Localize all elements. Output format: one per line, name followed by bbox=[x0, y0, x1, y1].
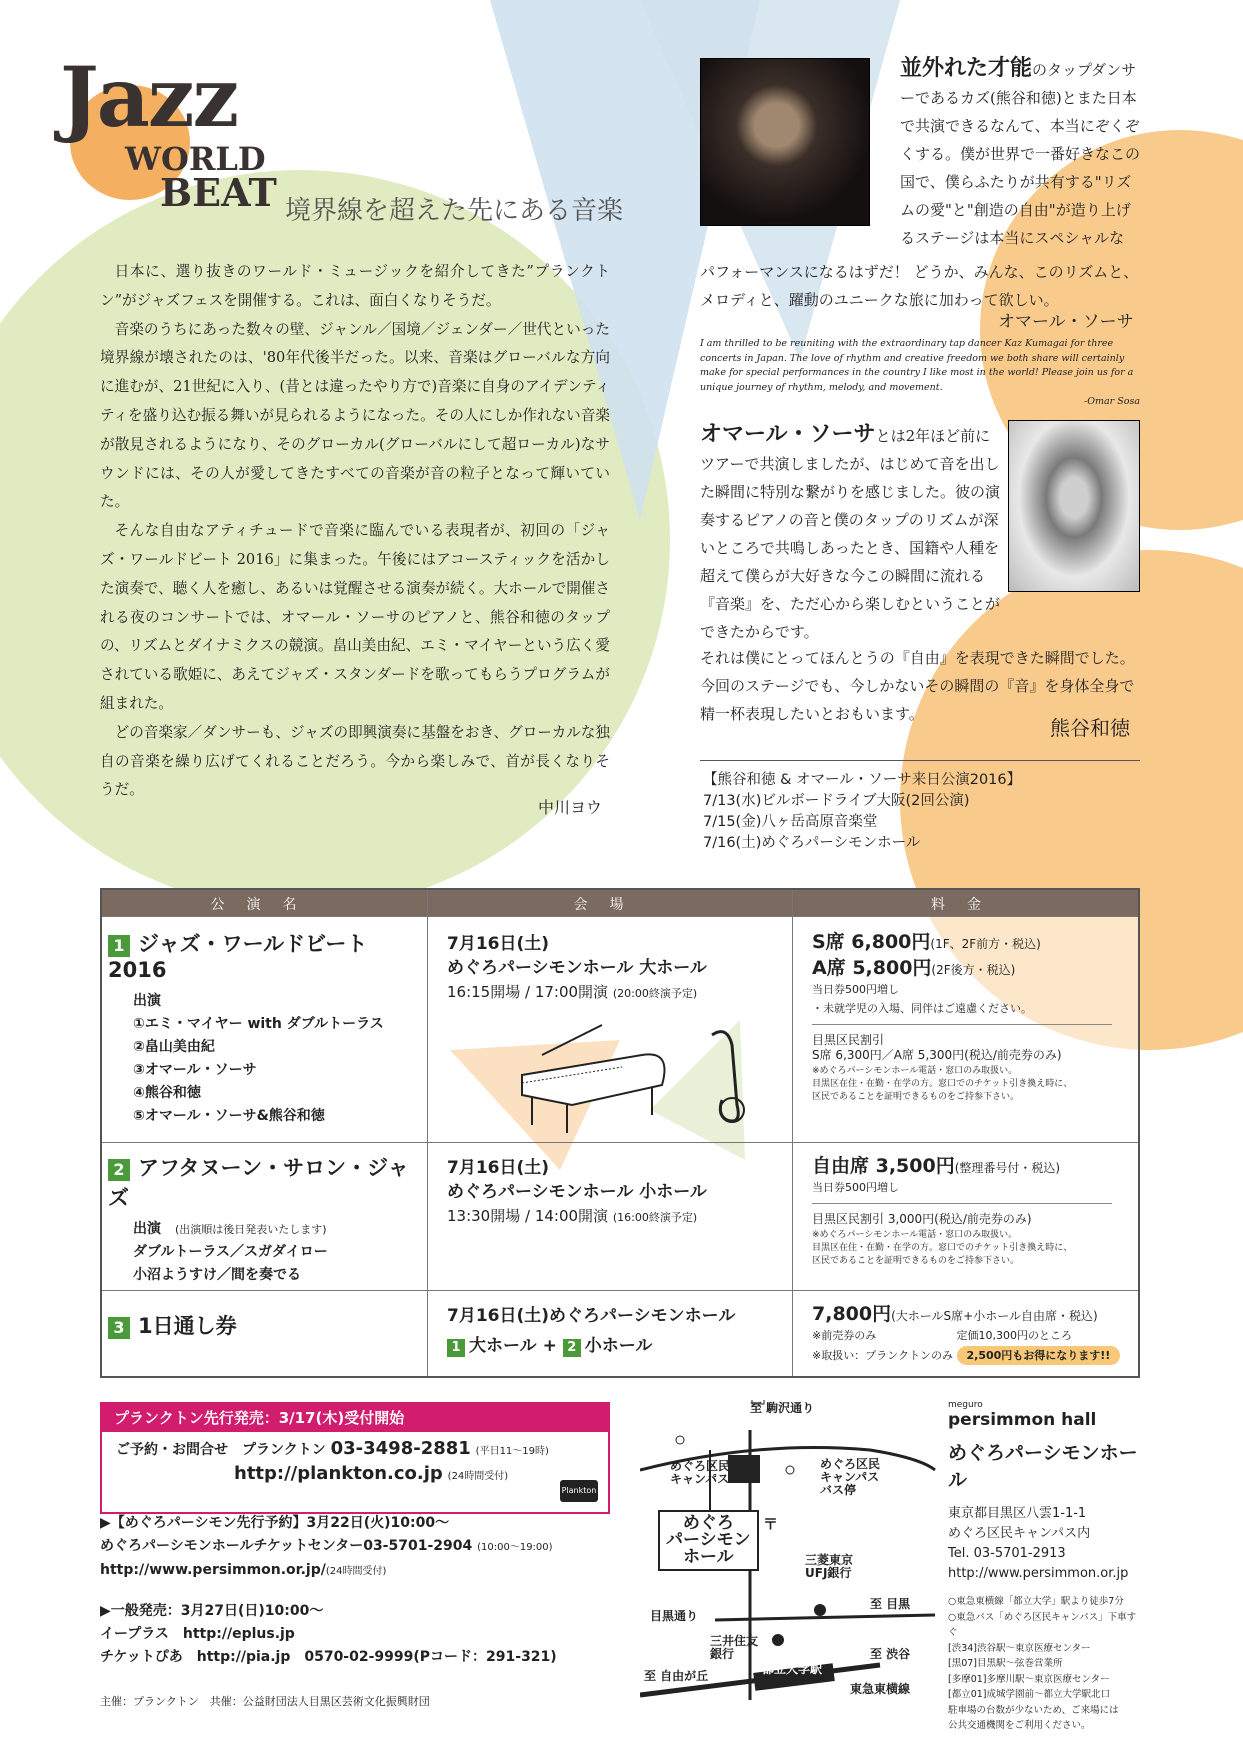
general-sale-info: ▶一般発売：3月27日(日)10:00〜 イープラス http://eplus.jp チケットぴあ http://pia.jp 0570-02-9999(Pコード：291-321) bbox=[100, 1600, 557, 1669]
quote-omar-signature: オマール・ソーサ bbox=[998, 312, 1134, 332]
presale-box: プランクトン先行発売：3/17(木)受付開始 ご予約・お問合せ プランクトン 03-3498-2881 (平日11〜19時) http://plankton.co.jp (24時間受付) Plankton bbox=[100, 1402, 610, 1514]
intro-article bbox=[100, 258, 610, 805]
quote-kaz: オマール・ソーサとは2年ほど前にツアーで共演しましたが、はじめて音を出した瞬間に特別な繋がりを感じました。彼の演奏するピアノの音と僕のタップのリズムが深いところで共鳴しあったとき、国籍や人種を超えて僕らが大好きな今この瞬間に流れる『音楽』を、ただ心から楽しむということができたからです。 bbox=[700, 421, 1001, 641]
table-row-3-event: 3 1日通し券 bbox=[108, 1310, 423, 1340]
schedule-table bbox=[100, 888, 1140, 1378]
discount-badge: 2,500円もお得になります!! bbox=[957, 1346, 1121, 1365]
quote-omar-english: I am thrilled to be reuniting with the extraordinary tap dancer Kaz Kumagai for three concerts in Japan. The love of rhythm and creative freedom we both share will certainly make for special performances in the country I like most in the world! Please join us for a unique journey of rhythm, melody, and movement. -Omar Sosa bbox=[700, 338, 1140, 407]
quote-kaz-signature: 熊谷和徳 bbox=[1050, 716, 1130, 740]
piano-sax-illustration bbox=[482, 1015, 772, 1145]
pia-link[interactable]: チケットぴあ http://pia.jp 0570-02-9999(Pコード：291-321) bbox=[100, 1649, 557, 1665]
access-map: 至 駒沢通り めぐろ区民 キャンパス めぐろ区民 キャンパス バス停 めぐろ パーシモン ホール 〒 三菱東京 UFJ銀行 目黒通り 至 目黒 三井住友 銀行 至 渋谷 至 自由が丘 都立大学駅 東急東横線 bbox=[640, 1400, 940, 1700]
quote-omar-continued: パフォーマンスになるはずだ！ どうか、みんな、このリズムと、メロディと、躍動のユニークな旅に加わって欲しい。 bbox=[700, 263, 1139, 309]
plankton-logo: Plankton bbox=[560, 1480, 598, 1502]
table-row-2-event: 2 アフタヌーン・サロン・ジャズ 出演 (出演順は後日発表いたします) ダブルトーラス／スガダイロー 小沼ようすけ／間を奏でる bbox=[108, 1156, 409, 1283]
intro-paragraph: 音楽のうちにあった数々の壁、ジャンル／国境／ジェンダー／世代といった境界線が壊されたのは、'80年代後半だった。以来、音楽はグローバルな方向に進むが、21世紀に入り、(昔とは違ったやり方で)音楽に自身のアイデンティティを盛り込む振る舞いが見られるようになった。その人にしか作れない音楽が散見されるようになり、そのグローカル(グローバルにして超ローカル)なサウンドには、その人が愛してきたすべての音楽が音の粒子となって輝いていた。 bbox=[100, 320, 610, 511]
tagline: 境界線を超えた先にある音楽 bbox=[285, 196, 624, 226]
eplus-link[interactable]: イープラス http://eplus.jp bbox=[100, 1626, 295, 1642]
organizer-credit: 主催：プランクトン 共催：公益財団法人目黒区芸術文化振興財団 bbox=[100, 1695, 430, 1708]
table-row-1-price: S席 6,800円(1F、2F前方・税込) A席 5,800円(2F後方・税込) 当日券500円増し ・未就学児の入場、同伴はご遠慮ください。 目黒区民割引 S席 6,300円／A席 5,300円(税込/前売券のみ) ※めぐろパーシモンホール電話・窓口のみ取扱い。 目黒区在住・在勤・在学の方。窓口でのチケット引き換え時に、 区民であることを証明できるものをご持参下さい。 bbox=[812, 930, 1132, 1104]
plankton-url[interactable]: http://plankton.co.jp bbox=[234, 1463, 443, 1484]
persimmon-hall-logo: persimmon hall bbox=[948, 1410, 1097, 1430]
quote-omar: 並外れた才能のタップダンサーであるカズ(熊谷和徳)とまた日本で共演できるなんて、本当にぞくぞくする。僕が世界で一番好きなこの国で、僕らふたりが共有する"リズムの愛"と"創造の自由"が造り上げるステージは本当にスペシャルな bbox=[900, 55, 1141, 247]
omar-sosa-photo bbox=[700, 58, 870, 226]
persimmon-presale-info: ▶【めぐろパーシモン先行予約】3月22日(火)10:00〜 めぐろパーシモンホールチケットセンター03-5701-2904 (10:00〜19:00) http://www.persimmon.or.jp/(24時間受付) bbox=[100, 1515, 553, 1578]
persimmon-url[interactable]: http://www.persimmon.or.jp/ bbox=[100, 1562, 326, 1578]
tour-schedule: 【熊谷和徳 & オマール・ソーサ来日公演2016】 7/13(水)ビルボードライブ大阪(2回公演) 7/15(金)八ヶ岳高原音楽堂 7/16(土)めぐろパーシモンホール bbox=[703, 772, 1022, 851]
intro-paragraph: そんな自由なアティチュードで音楽に臨んでいる表現者が、初回の「ジャズ・ワールドビート 2016」に集まった。午後にはアコースティックを活かした演奏で、聴く人を癒し、あるいは覚醒させる演奏が続く。大ホールで開催される夜のコンサートでは、オマール・ソーサのピアノと、熊谷和徳のタップの、リズムとダイナミクスの競演。畠山美由紀、エミ・マイヤーという広く愛されている歌姫に、あえてジャズ・スタンダードを歌ってもらうプログラムが組まれた。 bbox=[100, 522, 610, 712]
divider bbox=[700, 760, 1140, 761]
jazz-world-beat-logo: Jazz WORLD BEAT bbox=[60, 50, 277, 215]
table-row-3-price: 7,800円(大ホールS席+小ホール自由席・税込) ※前売券のみ 定価10,300円のところ ※取扱い：プランクトンのみ 2,500円もお得になります!! bbox=[812, 1302, 1137, 1365]
table-row-2-venue: 7月16日(土) めぐろパーシモンホール 小ホール 13:30開場 / 14:00開演 (16:00終演予定) bbox=[447, 1158, 707, 1225]
table-row-3-venue: 7月16日(土)めぐろパーシモンホール 1 大ホール + 2 小ホール bbox=[447, 1306, 736, 1356]
table-row-2-price: 自由席 3,500円(整理番号付・税込) 当日券500円増し 目黒区民割引 3,000円(税込/前売券のみ) ※めぐろパーシモンホール電話・窓口のみ取扱い。 目黒区在住・在勤・在学の方。窓口でのチケット引き換え時に、 区民であることを証明できるものをご持参下さい。 bbox=[812, 1154, 1132, 1268]
quote-kaz-continued: それは僕にとってほんとうの『自由』を表現できた瞬間でした。今回のステージでも、今しかないその瞬間の『音』を身体全身で精一杯表現したいとおもいます。 bbox=[700, 649, 1135, 723]
intro-author: 中川ヨウ bbox=[538, 798, 603, 817]
intro-paragraph: どの音楽家／ダンサーも、ジャズの即興演奏に基盤をおき、グローカルな独自の音楽を繰り広げてくれることだろう。今から楽しみで、首が長くなりそうだ。 bbox=[100, 723, 610, 799]
hall-url[interactable]: http://www.persimmon.or.jp bbox=[948, 1566, 1129, 1581]
hall-info: meguro persimmon hall めぐろパーシモンホール 東京都目黒区八雲1-1-1 めぐろ区民キャンパス内 Tel. 03-5701-2913 http://www.persimmon.or.jp ○東急東横線「都立大学」駅より徒歩7分 ○東急バス「めぐろ区民キャンパス」下車すぐ [渋34]渋谷駅〜東京医療センター [黒07]目黒駅〜弦巻営業所 [多摩01]多摩川駅〜東京医療センター [都立01]成城学園前〜都立大学駅北口 駐車場の台数が少ないため、ご来場には 公共交通機関をご利用ください。 bbox=[948, 1400, 1143, 1734]
table-row-1-venue: 7月16日(土) めぐろパーシモンホール 大ホール 16:15開場 / 17:00開演 (20:00終演予定) bbox=[447, 934, 707, 1001]
kaz-kumagai-photo bbox=[1008, 420, 1140, 592]
table-row-1-event: 1 ジャズ・ワールドビート 2016 出演 ①エミ・マイヤー with ダブルトーラス ②畠山美由紀 ③オマール・ソーサ ④熊谷和徳 ⑤オマール・ソーサ&熊谷和徳 bbox=[108, 932, 384, 1124]
table-header: 公演名 会場 料金 bbox=[102, 890, 1138, 916]
intro-paragraph: 日本に、選り抜きのワールド・ミュージックを紹介してきた”プランクトン”がジャズフェスを開催する。これは、面白くなりそうだ。 bbox=[100, 263, 610, 309]
